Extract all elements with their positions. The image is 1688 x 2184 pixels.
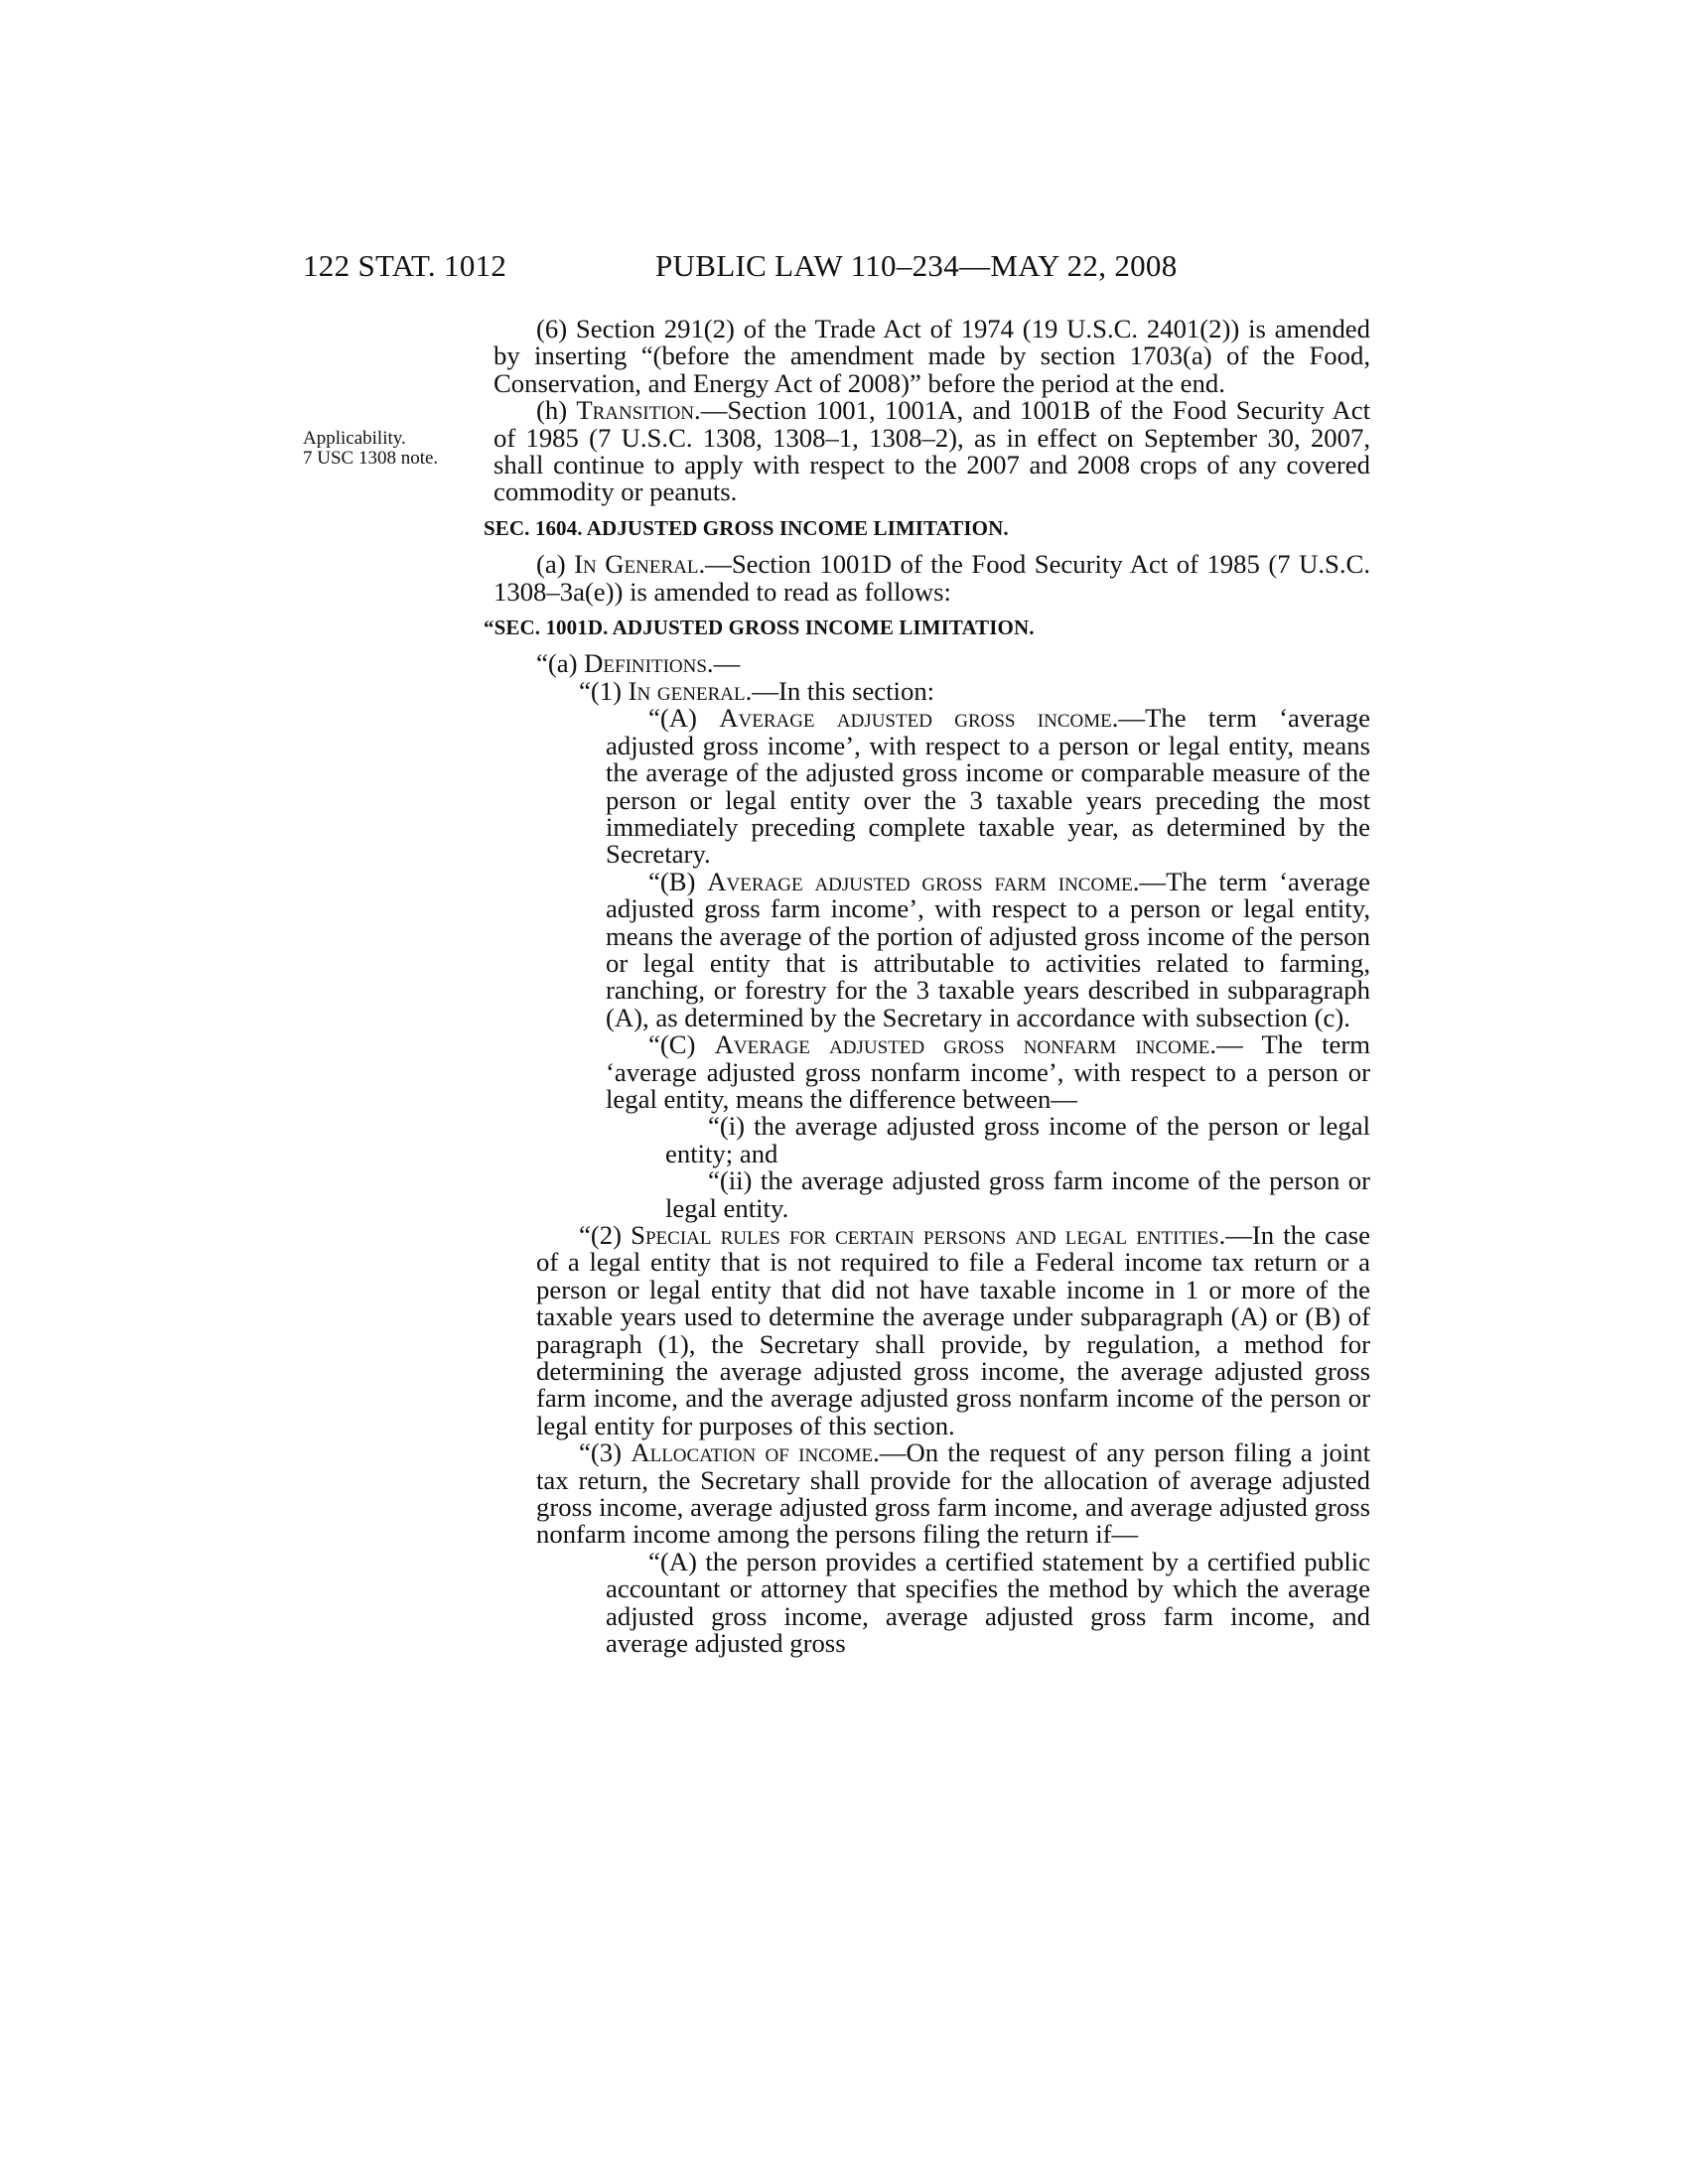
page-stat-reference: 122 STAT. 1012	[303, 248, 507, 283]
body-text	[484, 314, 1371, 1659]
subsection-h-text: .—Section 1001, 1001A, and 1001B of the Food Security Act of 1985 (7 U.S.C. 1308, 1308–1, 1308–2), as in effect on September 30, 2007, shall continue to apply with respect to the 2007 and 2008 crops of any covered commodity or peanuts.	[493, 395, 1370, 507]
paragraph-1-caption: In general	[628, 675, 746, 706]
definitions-lead: “(a)	[536, 648, 585, 679]
definitions-heading	[493, 650, 1370, 677]
subparagraph-a-caption: Average adjusted gross income	[719, 703, 1112, 734]
subparagraph-b-text: .—The term ‘average adjusted gross farm income’, with respect to a person or legal entity, means the average of the portion of adjusted gross income of the person or legal entity that is attributable to activities related to farming, ranching, or forestry for the 3 taxable years described in subparagraph (A), as determined by the Secretary in accordance with subsection (c).	[606, 866, 1371, 1032]
section-1001d-heading: “SEC. 1001D. ADJUSTED GROSS INCOME LIMITATION.	[484, 615, 1035, 640]
subsection-h-transition	[493, 397, 1370, 506]
paragraph-1-lead: “(1)	[579, 675, 629, 706]
subparagraph-c-caption: Average adjusted gross nonfarm income	[714, 1029, 1210, 1060]
margin-note	[303, 429, 477, 469]
subsection-a-lead: (a)	[536, 549, 575, 580]
margin-note-applicability: Applicability.	[303, 428, 406, 449]
clause-i: “(i) the average adjusted gross income of the person or legal entity; and	[665, 1111, 1370, 1168]
definitions-caption: Definitions	[584, 648, 707, 679]
paragraph-1-in-general	[536, 675, 1370, 706]
margin-note-usc-citation: 7 USC 1308 note.	[303, 448, 439, 469]
paragraph-3-caption: Allocation of income	[631, 1437, 874, 1468]
paragraph-2-lead: “(2)	[579, 1220, 632, 1250]
subparagraph-b-caption: Average adjusted gross farm income	[707, 866, 1133, 896]
subparagraph-c-text: .— The term ‘average adjusted gross nonfarm income’, with respect to a person or legal entity, means the difference between—	[606, 1029, 1371, 1114]
paragraph-3-text: .—On the request of any person filing a joint tax return, the Secretary shall provide for the allocation of average adjusted gross income, average adjusted gross farm income, and average adjusted gross nonfarm income among the persons filing the return if—	[536, 1437, 1371, 1550]
paragraph-2-text: .—In the case of a legal entity that is not required to file a Federal income tax return or a person or legal entity that did not have taxable income in 1 or more of the taxable years used to determine the average under subparagraph (A) or (B) of paragraph (1), the Secretary shall provide, by regulation, a method for determining the average adjusted gross income, the average adjusted gross farm income, and the average adjusted gross nonfarm income of the person or legal entity for purposes of this section.	[536, 1220, 1370, 1440]
subsection-h-caption: Transition	[576, 395, 695, 426]
paragraph-2-caption: Special rules for certain persons and legal entities	[631, 1220, 1219, 1250]
subparagraph-a-lead: “(A)	[648, 703, 720, 734]
subsection-a-in-general	[493, 551, 1370, 606]
subparagraph-a-average-agi	[606, 705, 1370, 868]
paragraph-6: (6) Section 291(2) of the Trade Act of 1974 (19 U.S.C. 2401(2)) is amended by inserting “(before the amendment made by section 1703(a) of the Food, Conservation, and Energy Act of 2008)” before the period at the end.	[493, 314, 1370, 398]
subparagraph-c-lead: “(C)	[648, 1029, 715, 1060]
definitions-text: .—	[706, 648, 741, 679]
subparagraph-a-text: .—The term ‘average adjusted gross income’, with respect to a person or legal entity, means the average of the adjusted gross income or comparable measure of the person or legal entity over the 3 taxable years preceding the most immediately preceding complete taxable year, as determined by the Secretary.	[606, 703, 1370, 870]
subparagraph-c-average-nonfarm-income	[606, 1031, 1370, 1113]
subparagraph-b-lead: “(B)	[648, 866, 708, 896]
section-1604-heading: SEC. 1604. ADJUSTED GROSS INCOME LIMITATION.	[484, 515, 1009, 540]
paragraph-3-subparagraph-a: “(A) the person provides a certified statement by a certified public accountant or attorney that specifies the method by which the average adjusted gross income, average adjusted gross farm income, and average adjusted gross	[606, 1546, 1370, 1659]
subsection-a-text: .—Section 1001D of the Food Security Act of 1985 (7 U.S.C. 1308–3a(e)) is amended to read as follows:	[493, 549, 1370, 607]
clause-ii: “(ii) the average adjusted gross farm income of the person or legal entity.	[665, 1165, 1370, 1223]
paragraph-3-lead: “(3)	[579, 1437, 632, 1468]
paragraph-3-allocation-of-income	[536, 1439, 1370, 1549]
paragraph-1-text: .—In this section:	[745, 675, 935, 706]
subsection-a-caption: In General	[574, 549, 699, 580]
running-title: PUBLIC LAW 110–234—MAY 22, 2008	[655, 248, 1178, 283]
subsection-h-lead: (h)	[536, 395, 577, 426]
paragraph-2-special-rules	[536, 1222, 1370, 1439]
page-header	[0, 248, 1688, 298]
subparagraph-b-average-farm-income	[606, 866, 1371, 1032]
